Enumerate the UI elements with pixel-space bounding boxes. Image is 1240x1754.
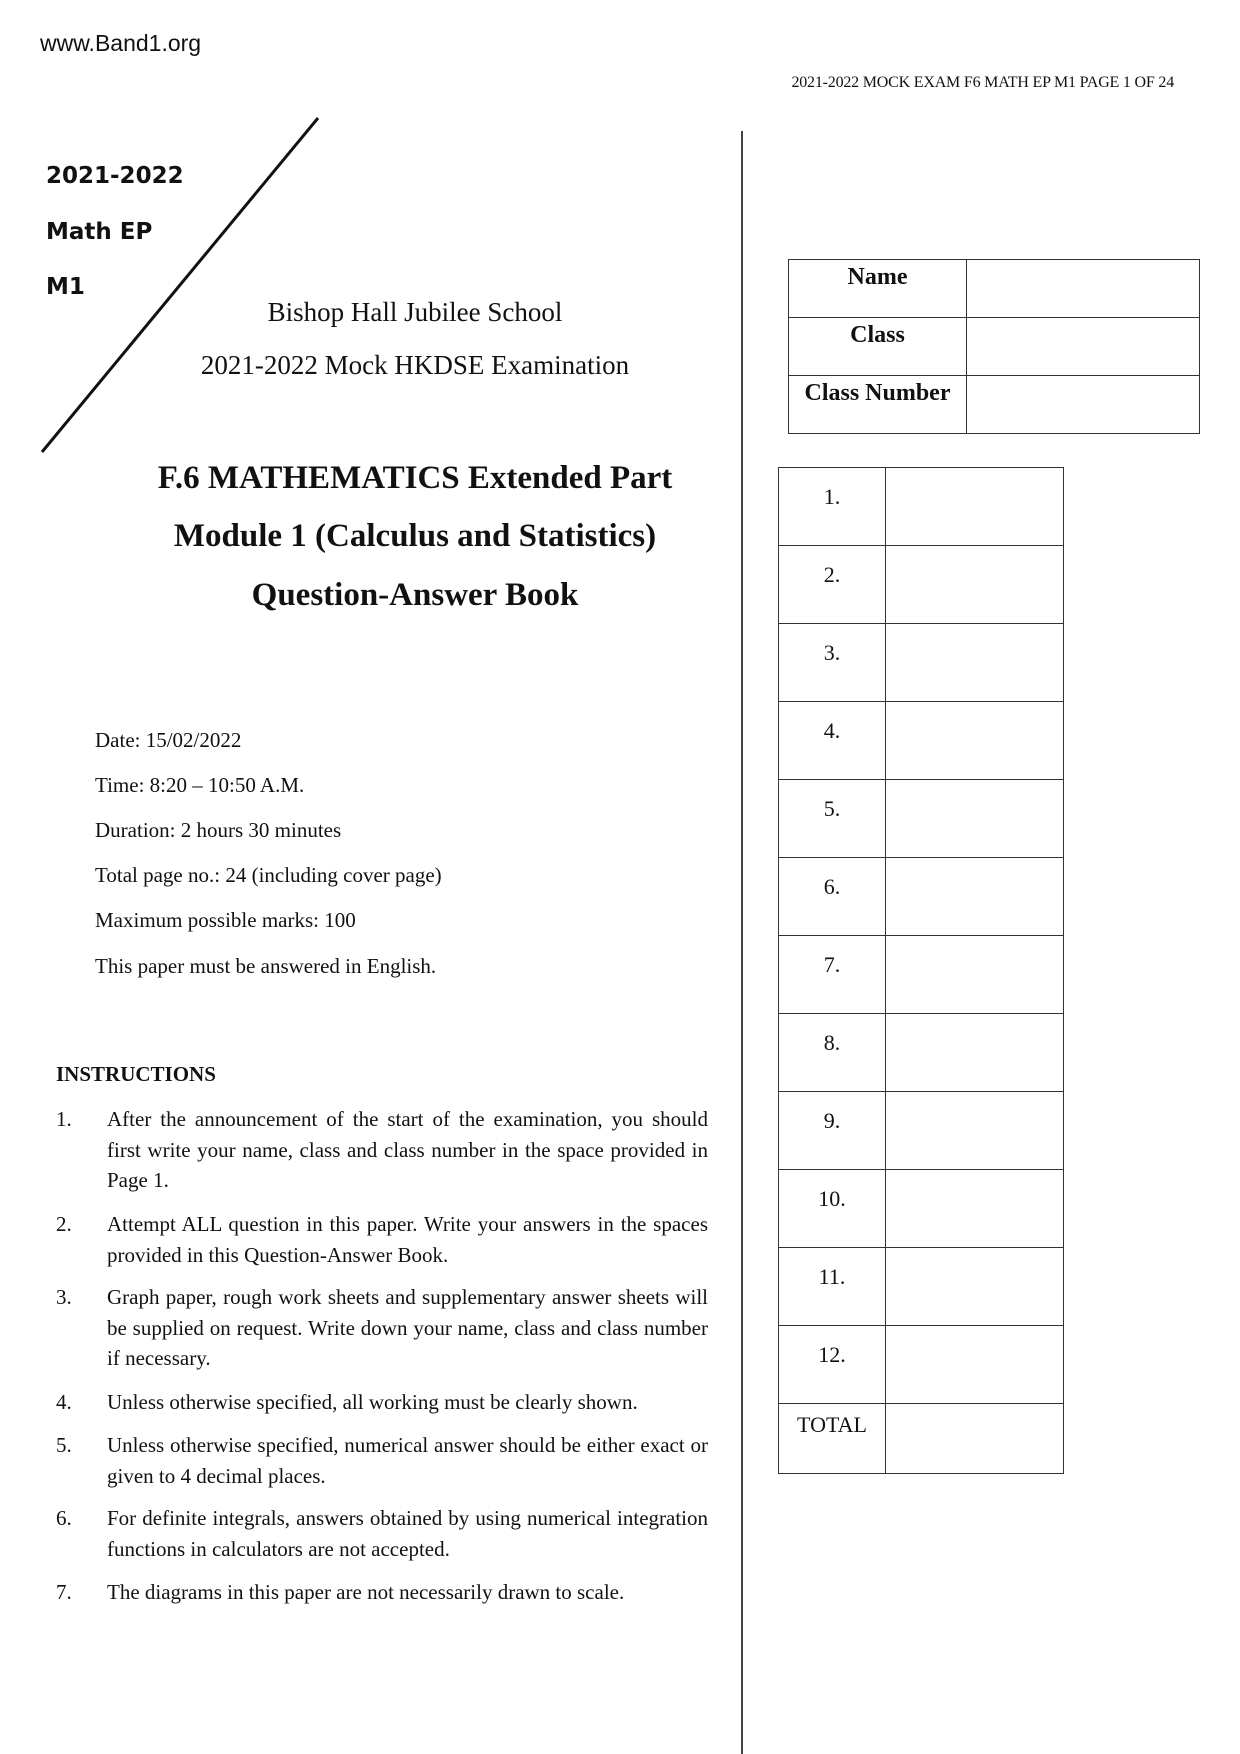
- tag-year: 2021-2022: [46, 163, 184, 189]
- instruction-number: 7.: [56, 1580, 72, 1604]
- student-info-table: [788, 259, 1200, 434]
- marks-cell[interactable]: [886, 546, 1064, 624]
- marks-cell[interactable]: [886, 702, 1064, 780]
- marks-cell[interactable]: [886, 1014, 1064, 1092]
- marks-row: [779, 858, 1064, 936]
- class-field[interactable]: [967, 318, 1200, 376]
- tag-subject: Math EP: [46, 219, 153, 245]
- marks-cell[interactable]: [886, 858, 1064, 936]
- paper-book-type: Question-Answer Book: [251, 577, 579, 613]
- question-number: 5.: [779, 780, 886, 858]
- column-divider: [741, 131, 743, 1754]
- marks-row: [779, 702, 1064, 780]
- marks-cell[interactable]: [886, 1170, 1064, 1248]
- marks-cell[interactable]: [886, 1404, 1064, 1474]
- instruction-text: Graph paper, rough work sheets and supplementary answer sheets will be supplied on request. Write down your name, class and class number if necessary.: [107, 1285, 708, 1370]
- marks-row: [779, 546, 1064, 624]
- question-number: 12.: [779, 1326, 886, 1404]
- instructions-heading: INSTRUCTIONS: [56, 1062, 216, 1086]
- question-number: TOTAL: [779, 1404, 886, 1474]
- instruction-text: Unless otherwise specified, numerical answer should be either exact or given to 4 decimal places.: [107, 1433, 708, 1488]
- paper-module: Module 1 (Calculus and Statistics): [173, 518, 657, 554]
- marks-row: [779, 624, 1064, 702]
- class-number-field[interactable]: [967, 376, 1200, 434]
- instruction-item: [56, 1577, 708, 1608]
- name-field[interactable]: [967, 260, 1200, 318]
- class-label: Class: [789, 318, 967, 376]
- instruction-number: 5.: [56, 1433, 72, 1457]
- max-marks: Maximum possible marks: 100: [95, 908, 356, 932]
- instruction-text: Unless otherwise specified, all working must be clearly shown.: [107, 1390, 638, 1414]
- watermark-url: www.Band1.org: [40, 30, 202, 56]
- instruction-text: For definite integrals, answers obtained by using numerical integration functions in calculators are not accepted.: [107, 1506, 708, 1561]
- marks-cell[interactable]: [886, 1326, 1064, 1404]
- marks-row: [779, 936, 1064, 1014]
- total-pages: Total page no.: 24 (including cover page): [95, 863, 442, 887]
- instruction-item: [56, 1282, 708, 1374]
- instruction-number: 3.: [56, 1285, 72, 1309]
- name-label: Name: [789, 260, 967, 318]
- marks-table: [778, 467, 1064, 1474]
- question-number: 2.: [779, 546, 886, 624]
- marks-row: [779, 1170, 1064, 1248]
- instruction-item: [56, 1503, 708, 1564]
- marks-row: [779, 1326, 1064, 1404]
- exam-time: Time: 8:20 – 10:50 A.M.: [95, 773, 305, 797]
- question-number: 9.: [779, 1092, 886, 1170]
- paper-title: F.6 MATHEMATICS Extended Part: [157, 460, 673, 496]
- instruction-item: [56, 1430, 708, 1491]
- instruction-text: Attempt ALL question in this paper. Write your answers in the spaces provided in this Question-Answer Book.: [107, 1212, 708, 1267]
- exam-duration: Duration: 2 hours 30 minutes: [95, 818, 342, 842]
- exam-date: Date: 15/02/2022: [95, 728, 242, 752]
- question-number: 10.: [779, 1170, 886, 1248]
- instruction-number: 6.: [56, 1506, 72, 1530]
- marks-row: [779, 780, 1064, 858]
- marks-cell[interactable]: [886, 624, 1064, 702]
- exam-name: 2021-2022 Mock HKDSE Examination: [200, 350, 630, 380]
- question-number: 6.: [779, 858, 886, 936]
- instruction-text: After the announcement of the start of the examination, you should first write your name, class and class number in the space provided in Page 1.: [107, 1107, 708, 1192]
- marks-cell[interactable]: [886, 1248, 1064, 1326]
- language-note: This paper must be answered in English.: [95, 954, 437, 978]
- marks-row: [779, 1404, 1064, 1474]
- question-number: 7.: [779, 936, 886, 1014]
- marks-row: [779, 1092, 1064, 1170]
- marks-row: [779, 1248, 1064, 1326]
- instruction-item: [56, 1104, 708, 1196]
- marks-cell[interactable]: [886, 468, 1064, 546]
- question-number: 8.: [779, 1014, 886, 1092]
- question-number: 1.: [779, 468, 886, 546]
- question-number: 3.: [779, 624, 886, 702]
- instruction-text: The diagrams in this paper are not necessarily drawn to scale.: [107, 1580, 625, 1604]
- marks-cell[interactable]: [886, 1092, 1064, 1170]
- instruction-number: 1.: [56, 1107, 72, 1131]
- instruction-item: [56, 1209, 708, 1270]
- instruction-item: [56, 1387, 708, 1418]
- tag-module: M1: [46, 274, 85, 300]
- marks-row: [779, 1014, 1064, 1092]
- instruction-number: 4.: [56, 1390, 72, 1414]
- school-name: Bishop Hall Jubilee School: [267, 297, 563, 327]
- instruction-number: 2.: [56, 1212, 72, 1236]
- page-header: 2021-2022 MOCK EXAM F6 MATH EP M1 PAGE 1 OF 24: [791, 74, 1174, 91]
- marks-cell[interactable]: [886, 936, 1064, 1014]
- question-number: 11.: [779, 1248, 886, 1326]
- marks-cell[interactable]: [886, 780, 1064, 858]
- question-number: 4.: [779, 702, 886, 780]
- class-number-label: Class Number: [789, 376, 967, 434]
- marks-row: [779, 468, 1064, 546]
